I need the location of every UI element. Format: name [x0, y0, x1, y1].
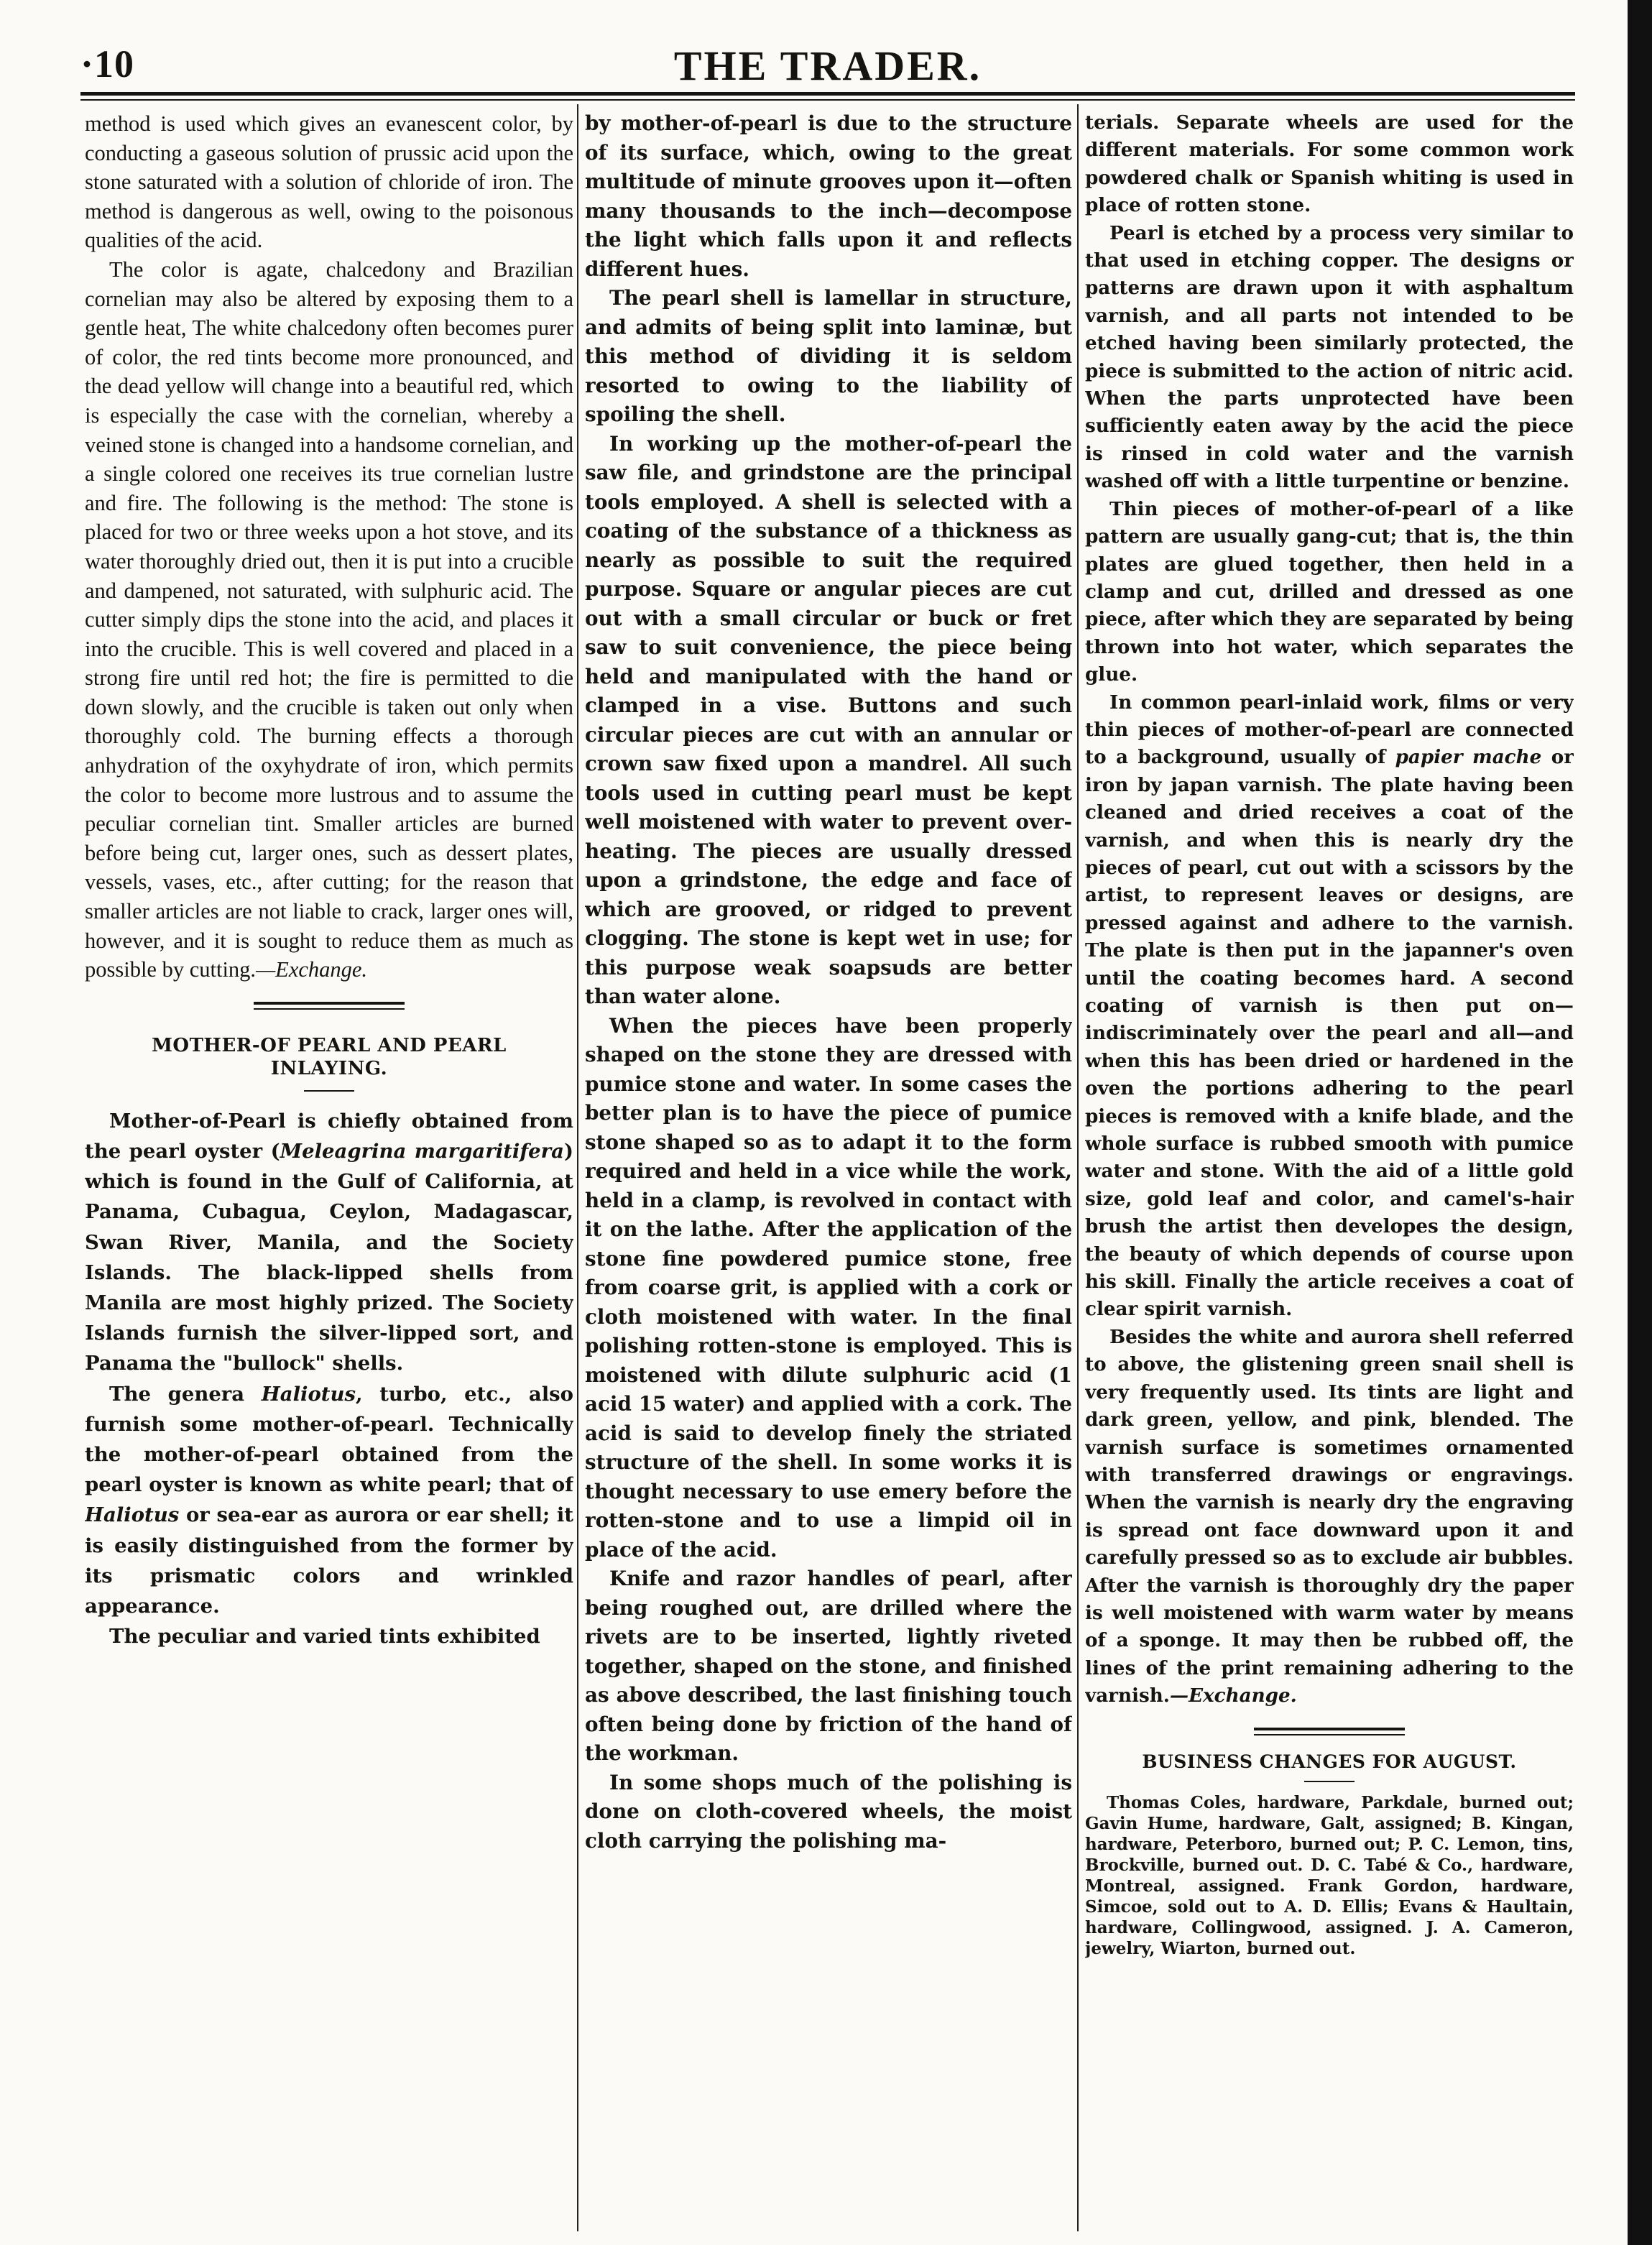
article-paragraph: method is used which gives an evanescent color, by conducting a gaseous solution of prussic acid upon the stone saturated with a solution of chloride of iron. The method is dangerous as well, owing to the poisonous qualities of the acid.: [85, 111, 573, 253]
header-rule: [80, 92, 1575, 96]
article-paragraph: Mother-of-Pearl is chiefly obtained from the pearl oyster (Meleagrina margaritifera) which is found in the Gulf of California, at Panama, Cubagua, Ceylon, Madagascar, Swan River, Manila, and the Society Islands. The black-lipped shells from Manila are most highly prized. The Society Islands furnish the silver-lipped sort, and Panama the "bullock" shells.: [85, 1109, 573, 1375]
column-rule: [1077, 104, 1079, 2231]
column-3: [1085, 109, 1574, 2229]
source-credit: —Exchange.: [1169, 1684, 1297, 1707]
article-paragraph: The peculiar and varied tints exhibited: [109, 1625, 540, 1649]
article-paragraph: The color is agate, chalcedony and Brazilian cornelian may also be altered by exposing them to a gentle heat, The white chalcedony often becomes purer of color, the red tints become more pronounced, and the dead yellow will change into a beautiful red, which is especially the case with the cornelian, whereby a veined stone is changed into a handsome cornelian, and a single colored one receives its true cornelian lustre and fire. The following is the method: The stone is placed for two or three weeks upon a hot stove, and its water thoroughly dried out, then it is put into a crucible and dampened, not saturated, with sulphuric acid. The cutter simply dips the stone into the acid, and places it into the crucible. This is well covered and placed in a strong fire until red hot; the fire is permitted to die down slowly, and the crucible is taken out only when thoroughly cold. The burning effects a thorough anhydration of the oxyhydrate of iron, which permits the color to become more lustrous and to assume the peculiar cornelian tint. Smaller articles are burned before being cut, larger ones, such as dessert plates, vessels, vases, etc., after cutting; for the reason that smaller articles are not liable to crack, larger ones will, however, and it is sought to reduce them as much as possible by cutting.—Exchange.: [85, 257, 573, 982]
article-paragraph: The genera Haliotus, turbo, etc., also furnish some mother-of-pearl. Technically the mother-of-pearl obtained from the pearl oyster is known as white pearl; that of Haliotus or sea-ear as aurora or ear shell; it is easily distinguished from the former by its prismatic colors and wrinkled appearance.: [85, 1382, 573, 1618]
article-heading: MOTHER-OF PEARL AND PEARL INLAYING.: [152, 1034, 507, 1079]
source-credit: —Exchange.: [256, 957, 368, 982]
article-paragraph: The pearl shell is lamellar in structure, and admits of being split into laminæ, but this method of dividing it is seldom resorted to owing to the liability of spoiling the shell.: [585, 286, 1072, 426]
section-separator: [1254, 1728, 1405, 1735]
column-1: [85, 109, 573, 2229]
heading-underline: [1304, 1781, 1355, 1782]
masthead-title: THE TRADER.: [673, 42, 982, 89]
section-separator: [254, 1002, 405, 1010]
article-paragraph: Thin pieces of mother-of-pearl of a like pattern are usually gang-cut; that is, the thin plates are glued together, then held in a clamp and cut, drilled and dressed as one piece, after which they are separated by being thrown into hot water, which separates the glue.: [1085, 497, 1574, 686]
column-rule: [577, 104, 578, 2231]
article-paragraph: terials. Separate wheels are used for the different materials. For some common work powdered chalk or Spanish whiting is used in place of rotten stone.: [1085, 111, 1574, 217]
article-paragraph: Knife and razor handles of pearl, after being roughed out, are drilled where the rivets are to be inserted, lightly riveted together, shaped on the stone, and finished as above described, the last finishing touch often being done by friction of the hand of the workman.: [585, 1567, 1072, 1765]
article-paragraph: In common pearl-inlaid work, films or very thin pieces of mother-of-pearl are connected to a background, usually of papier mache or iron by japan varnish. The plate having been cleaned and dried receives a coat of the varnish, and when this is nearly dry the pieces of pearl, cut out with a scissors by the artist, to represent leaves or designs, are pressed against and adhere to the varnish. The plate is then put in the japanner's oven until the coating becomes hard. A second coating of varnish is then put on—indiscriminately over the pearl and all—and when this has been dried or hardened in the oven the portions adhering to the pearl pieces is removed with a knife blade, and the whole surface is rubbed smooth with pumice water and stone. With the aid of a little gold size, gold leaf and color, and camel's-hair brush the artist then developes the design, the beauty of which depends of course upon his skill. Finally the article receives a coat of clear spirit varnish.: [1085, 691, 1574, 1321]
heading-underline: [304, 1090, 354, 1092]
article-paragraph: Besides the white and aurora shell referred to above, the glistening green snail shell is very frequently used. Its tints are light and dark green, yellow, and pink, blended. The varnish surface is sometimes ornamented with transferred drawings or engravings. When the varnish is nearly dry the engraving is spread ont face downward upon it and carefully pressed so as to exclude air bubbles. After the varnish is thoroughly dry the paper is well moistened with warm water by means of a sponge. It may then be rubbed off, the lines of the print remaining adhering to the varnish.—Exchange.: [1085, 1325, 1574, 1707]
header-rule-thin: [80, 99, 1575, 101]
article-paragraph: In working up the mother-of-pearl the saw file, and grindstone are the principal tools employed. A shell is selected with a coating of the substance of a thickness as nearly as possible to suit the required purpose. Square or angular pieces are cut out with a small circular or buck or fret saw to suit convenience, the piece being held and manipulated with the hand or clamped in a vise. Buttons and such circular pieces are cut with an annular or crown saw fixed upon a mandrel. All such tools used in cutting pearl must be kept well moistened with water to prevent over-heating. The pieces are usually dressed upon a grindstone, the edge and face of which are grooved, or ridged to prevent clogging. The stone is kept wet in use; for this purpose weak soapsuds are better than water alone.: [585, 431, 1072, 1008]
article-paragraph: In some shops much of the polishing is done on cloth-covered wheels, the moist cloth carrying the polishing ma-: [585, 1770, 1072, 1853]
article-paragraph: Thomas Coles, hardware, Parkdale, burned out; Gavin Hume, hardware, Galt, assigned; B. Kingan, hardware, Peterboro, burned out; P. C. Lemon, tins, Brockville, burned out. D. C. Tabé & Co., hardware, Montreal, assigned. Frank Gordon, hardware, Simcoe, sold out to A. D. Ellis; Evans & Haultain, hardware, Collingwood, assigned. J. A. Cameron, jewelry, Wiarton, burned out.: [1085, 1792, 1574, 1958]
article-paragraph: Pearl is etched by a process very similar to that used in etching copper. The designs or patterns are drawn upon it with asphaltum varnish, and all parts not intended to be etched having been similarly protected, the piece is submitted to the action of nitric acid. When the parts unprotected have been sufficiently eaten away by the acid the piece is rinsed in cold water and the varnish washed off with a little turpentine or benzine.: [1085, 221, 1574, 493]
page-header: [80, 29, 1575, 93]
page-number: ·10: [80, 42, 135, 86]
column-2: [585, 109, 1072, 2229]
page-edge-shadow: [1628, 0, 1652, 2245]
article-paragraph: When the pieces have been properly shaped on the stone they are dressed with pumice stone and water. In some cases the better plan is to have the piece of pumice stone shaped so as to adapt it to the form required and held in a vice while the work, held in a clamp, is revolved in contact with it on the lathe. After the application of the stone fine powdered pumice stone, free from coarse grit, is applied with a cork or cloth moistened with water. In the final polishing rotten-stone is employed. This is moistened with dilute sulphuric acid (1 acid 15 water) and applied with a cork. The acid is said to develop finely the striated structure of the shell. In some works it is thought necessary to use emery before the rotten-stone and to use a limpid oil in place of the acid.: [585, 1013, 1072, 1562]
article-paragraph: by mother-of-pearl is due to the structure of its surface, which, owing to the great multitude of minute grooves upon it—often many thousands to the inch—decompose the light which falls upon it and reflects different hues.: [585, 111, 1072, 281]
article-heading: BUSINESS CHANGES FOR AUGUST.: [1142, 1751, 1517, 1772]
